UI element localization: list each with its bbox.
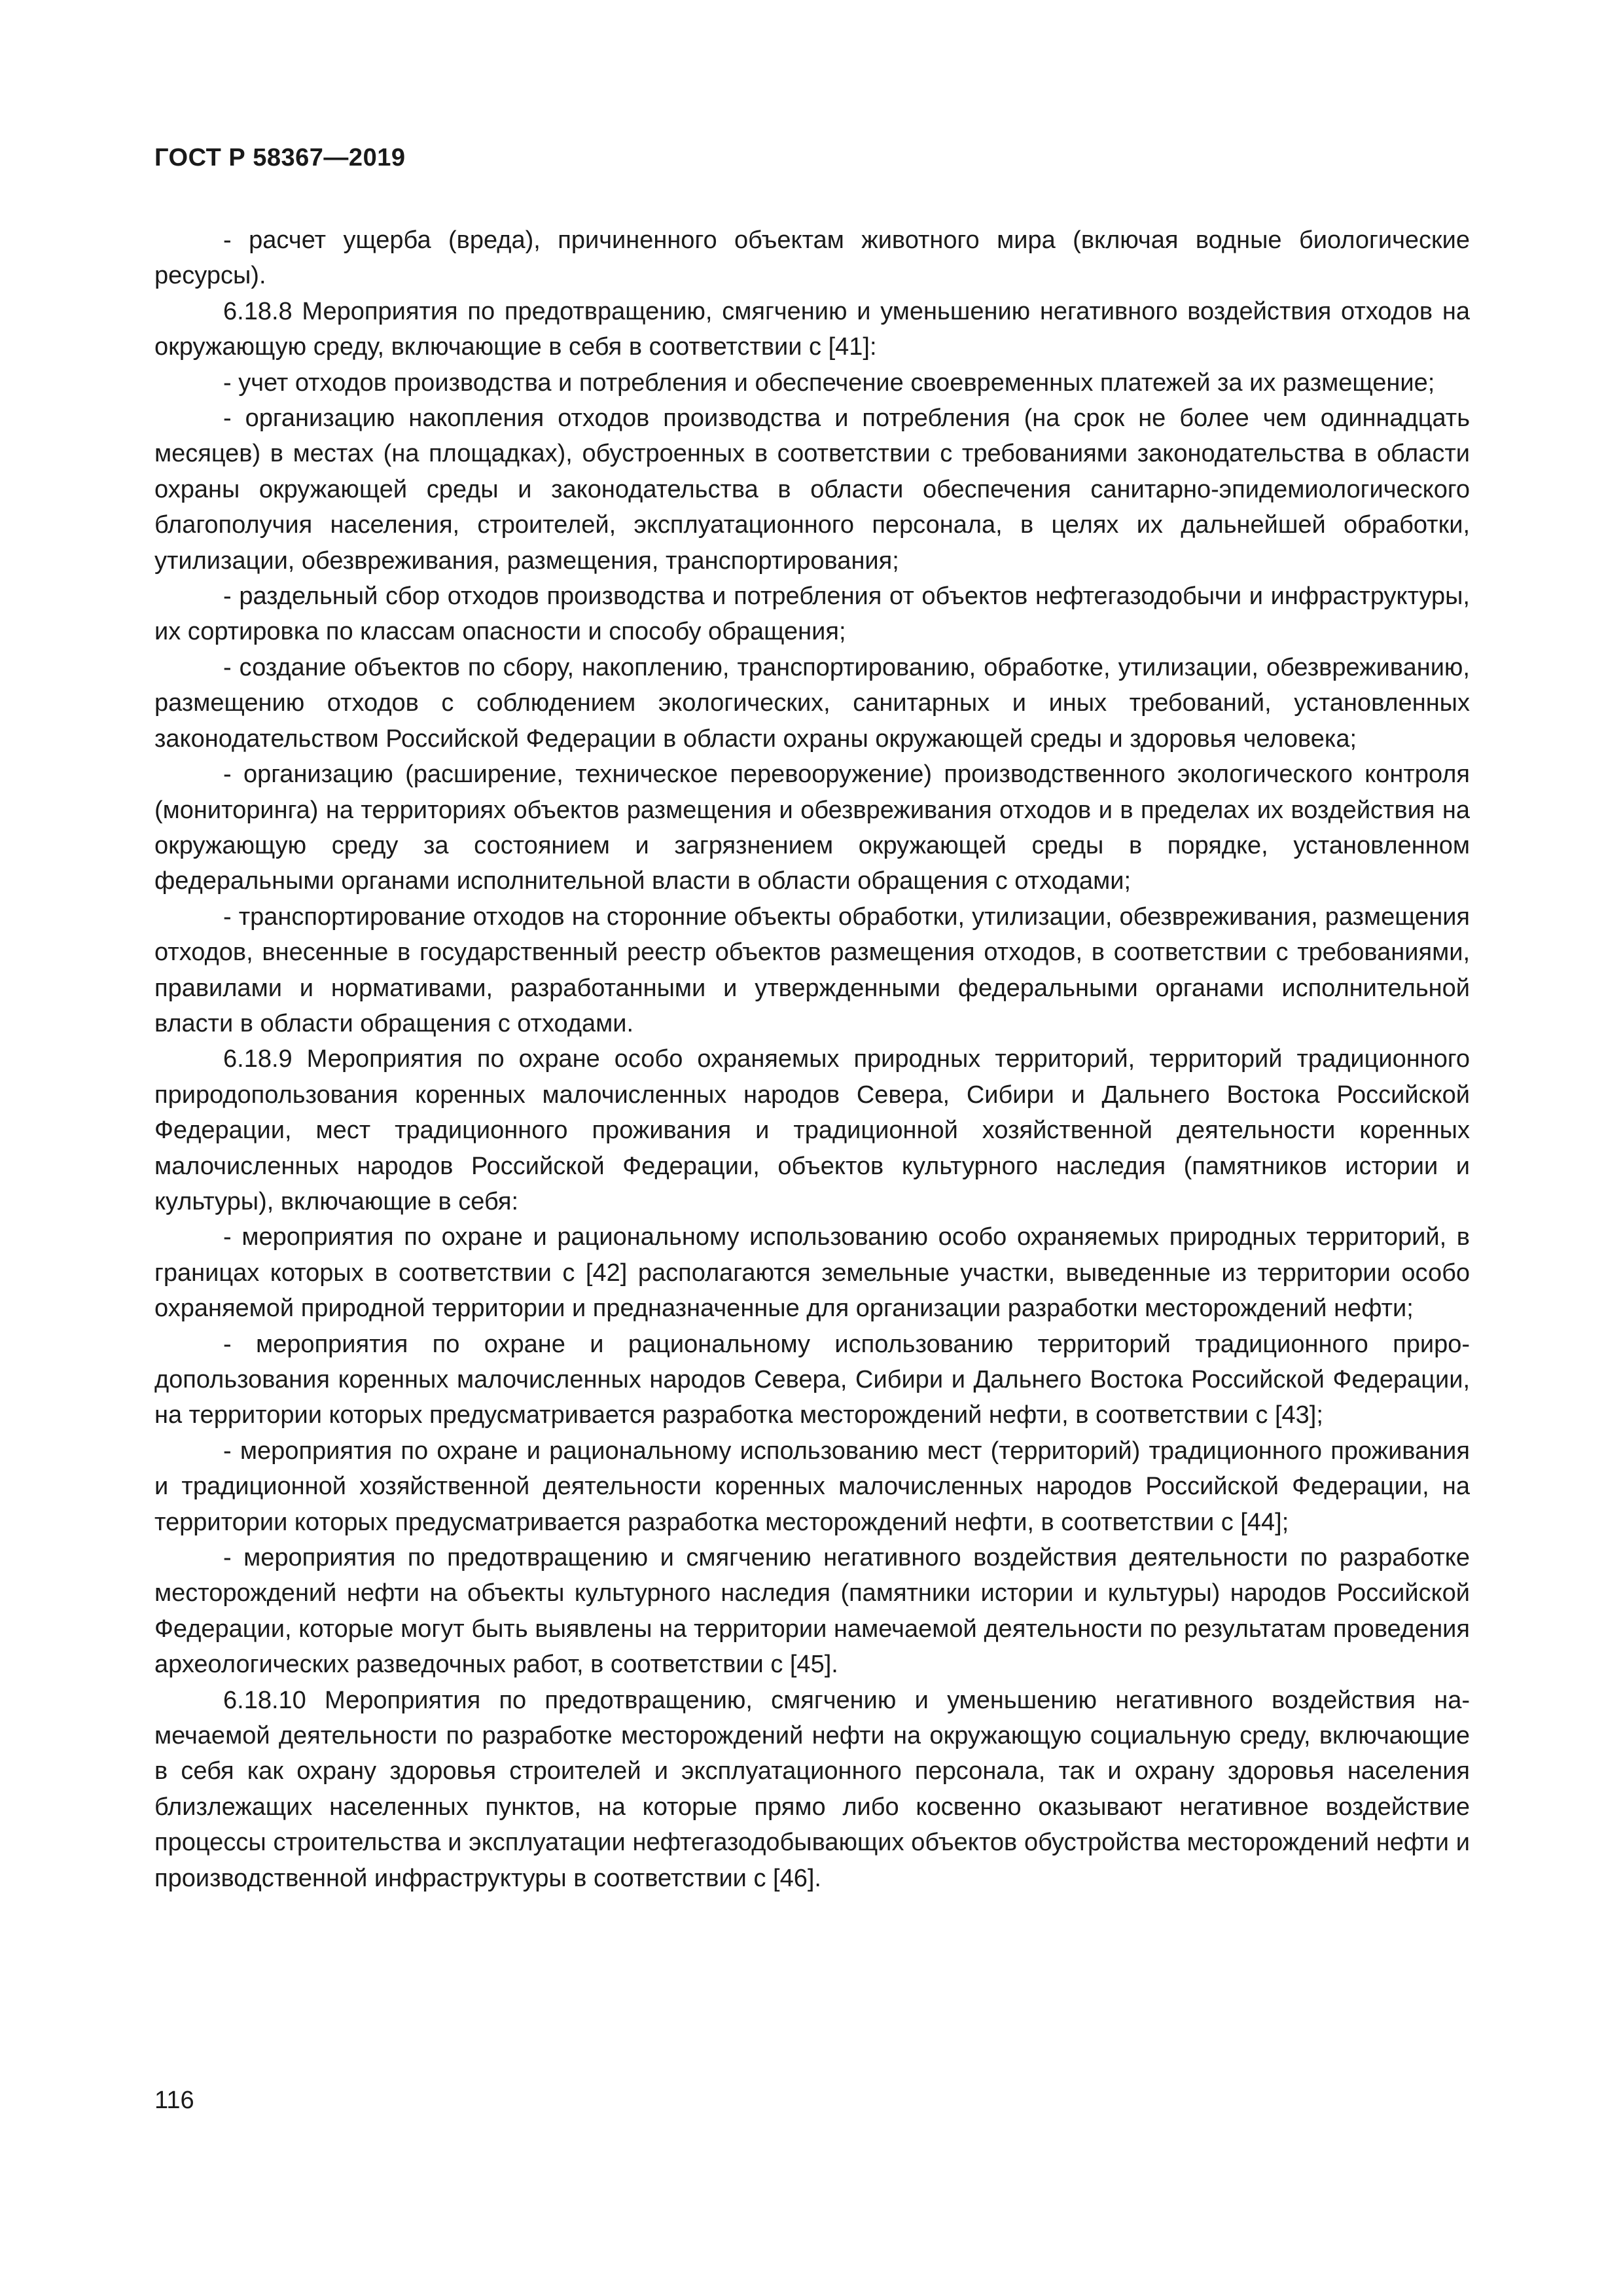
paragraph: - мероприятия по предотвращению и смягчению негативного воздействия деятельности по разработке месторождений нефти на объекты культурного наследия (памятники истории и культуры) народов Российской Федерации, которые могут быть выявлены на территории намечаемой деятельности по результатам проведения археологических разведочных работ, в соответствии с [45]. bbox=[154, 1544, 1470, 1679]
body-text bbox=[154, 223, 1470, 1896]
paragraph: - транспортирование отходов на сторонние объекты обработки, утилизации, обезвреживания, размещения отходов, внесенные в государственный реестр объектов размещения отходов, в соответствии с требованиями, правилами и нормативами, разработанными и утвержденными федеральными органами исполнительной власти в области обращения с отходами. bbox=[154, 903, 1470, 1037]
paragraph: 6.18.9 Мероприятия по охране особо охраняемых природных территорий, территорий традиционного природопользования коренных малочисленных народов Севера, Сибири и Дальнего Востока Российской Федерации, мест традиционного проживания и традиционной хозяйственной деятельности коренных малочисленных народов Российской Федерации, объектов культурного наследия (памятников истории и культуры), включающие в себя: bbox=[154, 1045, 1470, 1215]
paragraph: - организацию накопления отходов производства и потребления (на срок не более чем одиннадцать месяцев) в местах (на площадках), обустроенных в соответствии с требованиями законодательства в области охраны окружающей среды и законодательства в области обеспечения санитарно-эпидемиологического благополучия населения, строителей, эксплуатационного персонала, в целях их дальнейшей обработки, утилизации, обезвреживания, размещения, транспортирования; bbox=[154, 404, 1470, 575]
paragraph: - мероприятия по охране и рациональному использованию территорий традиционного природопользования коренных малочисленных народов Севера, Сибири и Дальнего Востока Российской Федерации, на территории которых предусматривается разработка месторождений нефти, в соответствии с [43]; bbox=[154, 1330, 1470, 1429]
paragraph: - раздельный сбор отходов производства и потребления от объектов нефтегазодобычи и инфраструктуры, их сортировка по классам опасности и способу обращения; bbox=[154, 583, 1470, 646]
paragraph: 6.18.10 Мероприятия по предотвращению, смягчению и уменьшению негативного воздействия намечаемой деятельности по разработке месторождений нефти на окружающую социальную среду, включающие в себя как охрану здоровья строителей и эксплуатационного персонала, так и охрану здоровья населения близлежащих населенных пунктов, на которые прямо либо косвенно оказывают негативное воздействие процессы строительства и эксплуатации нефтегазодобывающих объектов обустройства месторождений нефти и производственной инфраструктуры в соответствии с [46]. bbox=[154, 1686, 1470, 1892]
paragraph: 6.18.8 Мероприятия по предотвращению, смягчению и уменьшению негативного воздействия отходов на окружающую среду, включающие в себя в соответствии с [41]: bbox=[154, 297, 1470, 361]
paragraph: - мероприятия по охране и рациональному использованию особо охраняемых природных территорий, в границах которых в соответствии с [42] располагаются земельные участки, выведенные из территории особо охраняемой природной территории и предназначенные для организации разработки месторождений нефти; bbox=[154, 1223, 1470, 1323]
paragraph: - учет отходов производства и потребления и обеспечение своевременных платежей за их размещение; bbox=[223, 368, 1435, 397]
paragraph: - мероприятия по охране и рациональному использованию мест (территорий) традиционного проживания и традиционной хозяйственной деятельности коренных малочисленных народов Российской Федерации, на территории которых предусматривается разработка месторождений нефти, в соответствии с [44]; bbox=[154, 1437, 1470, 1536]
paragraph: - создание объектов по сбору, накоплению, транспортированию, обработке, утилизации, обезвреживанию, размещению отходов с соблюдением экологических, санитарных и иных требований, установленных законодательством Российской Федерации в области охраны окружающей среды и здоровья человека; bbox=[154, 653, 1470, 753]
paragraph: - организацию (расширение, техническое перевооружение) производственного экологического контроля (мониторинга) на территориях объектов размещения и обезвреживания отходов и в пределах их воздействия на окружающую среду за состоянием и загрязнением окружающей среды в порядке, установленном федеральными органами исполнительной власти в области обращения с отходами; bbox=[154, 761, 1470, 895]
standard-id-header: ГОСТ Р 58367—2019 bbox=[154, 144, 406, 171]
page-number: 116 bbox=[154, 2087, 194, 2114]
paragraph: - расчет ущерба (вреда), причиненного объектам животного мира (включая водные биологические ресурсы). bbox=[154, 226, 1470, 290]
